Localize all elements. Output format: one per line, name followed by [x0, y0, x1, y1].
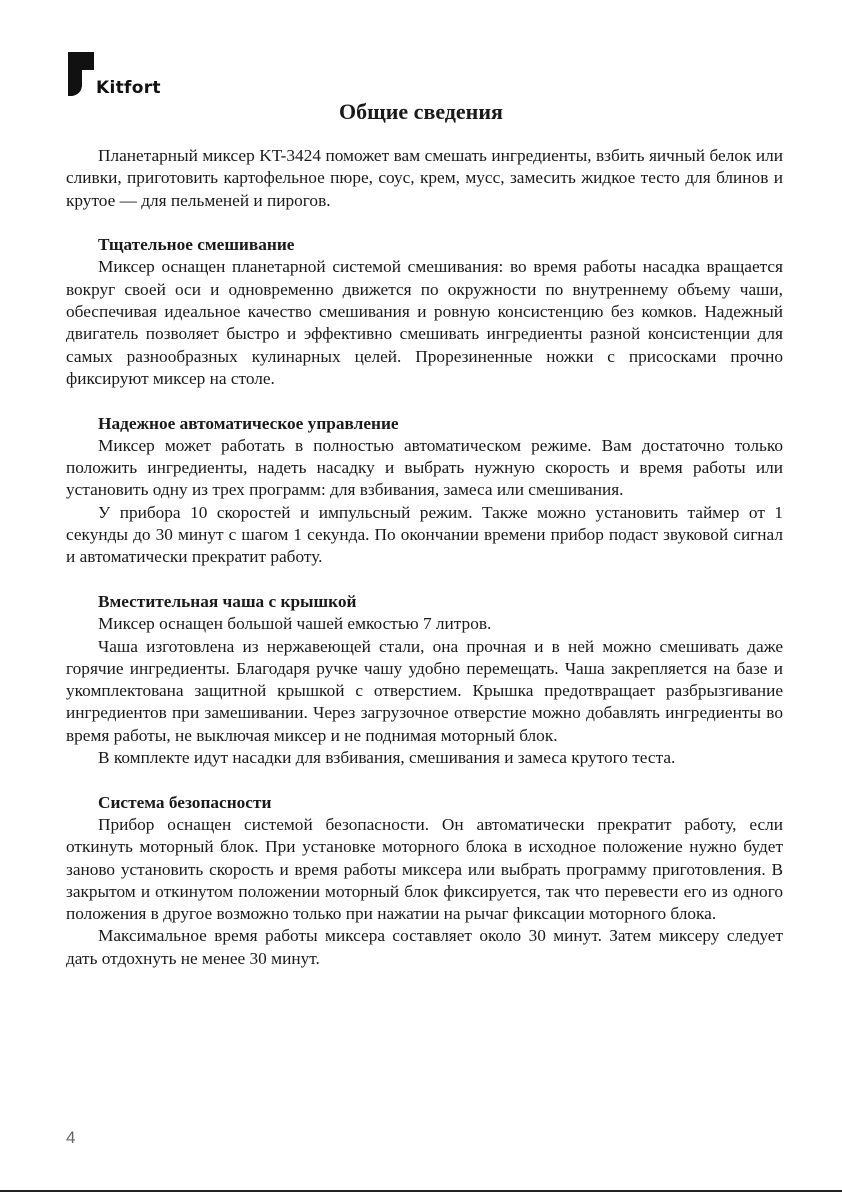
brand-logo [66, 50, 176, 100]
bottom-rule [0, 1190, 842, 1192]
section-bowl-with-lid [66, 591, 783, 769]
section-heading: Надежное автоматическое управление [98, 413, 399, 433]
page-title: Общие сведения [339, 99, 503, 124]
brand-name: Kitfort [96, 78, 161, 98]
intro-paragraph: Планетарный миксер KT-3424 поможет вам смешать ингредиенты, взбить яичный белок или сливки, приготовить картофельное пюре, соус, крем, мусс, замесить жидкое тесто для блинов и крутое — для пельменей и пирогов. [66, 146, 783, 210]
page-number: 4 [66, 1128, 76, 1147]
section-paragraph: Максимальное время работы миксера составляет около 30 минут. Затем миксеру следует дать отдохнуть не менее 30 минут. [66, 926, 783, 968]
section-heading: Тщательное смешивание [98, 235, 295, 255]
kitfort-logo-icon [66, 50, 100, 98]
section-heading: Вместительная чаша с крышкой [98, 591, 357, 611]
document-body [66, 145, 783, 970]
section-paragraph: Прибор оснащен системой безопасности. Он автоматически прекратит работу, если откинуть моторный блок. При установке моторного блока в исходное положение нужно будет заново установить скорость и время работы миксера или выбрать программу приготовления. В закрытом и откинутом положении моторный блок фиксируется, так что перевести его из одного положения в другое возможно только при нажатии на рычаг фиксации моторного блока. [66, 814, 783, 924]
section-paragraph: Миксер оснащен большой чашей емкостью 7 литров. [98, 614, 492, 634]
section-paragraph: Миксер оснащен планетарной системой смешивания: во время работы насадка вращается вокруг своей оси и одновременно движется по окружности по внутреннему объему чаши, обеспечивая идеальное качество смешивания и ровную консистенцию без комков. Надежный двигатель позволяет быстро и эффективно смешивать ингредиенты разной консистенции для самых разнообразных кулинарных целей. Прорезиненные ножки с присосками прочно фиксируют миксер на столе. [66, 257, 783, 388]
section-paragraph: У прибора 10 скоростей и импульсный режим. Также можно установить таймер от 1 секунды до 30 минут с шагом 1 секунда. По окончании времени прибор подаст звуковой сигнал и автоматически прекратит работу. [66, 502, 783, 567]
section-thorough-mixing [66, 234, 783, 390]
section-safety-system [66, 792, 783, 970]
section-heading: Система безопасности [98, 792, 272, 812]
section-automatic-control [66, 413, 783, 569]
section-paragraph: В комплекте идут насадки для взбивания, смешивания и замеса крутого теста. [98, 748, 676, 768]
section-paragraph: Чаша изготовлена из нержавеющей стали, она прочная и в ней можно смешивать даже горячие ингредиенты. Благодаря ручке чашу удобно перемещать. Чаша закрепляется на базе и укомплектована защитной крышкой с отверстием. Крышка предотвращает разбрызгивание ингредиентов при замешивании. Через загрузочное отверстие можно добавлять ингредиенты во время работы, не выключая миксер и не поднимая моторный блок. [66, 636, 783, 745]
section-paragraph: Миксер может работать в полностью автоматическом режиме. Вам достаточно только положить ингредиенты, надеть насадку и выбрать нужную скорость и время работы или установить одну из трех программ: для взбивания, замеса или смешивания. [66, 435, 783, 500]
